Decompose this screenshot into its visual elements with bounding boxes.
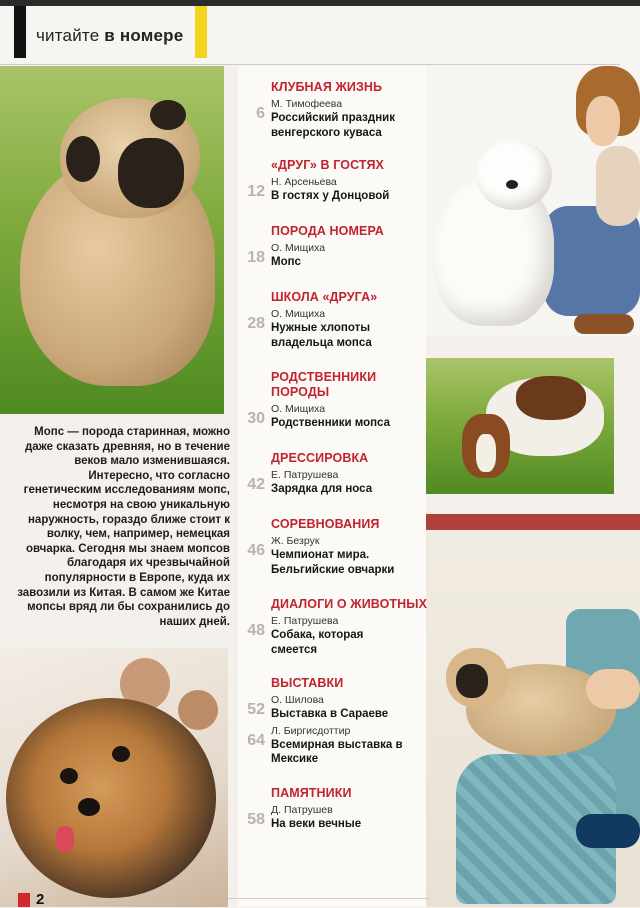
toc-article-title: В гостях у Донцовой (271, 190, 390, 202)
toc-section (247, 451, 373, 497)
toc-section-title: ВЫСТАВКИ (271, 676, 344, 690)
pug-ear (150, 100, 186, 130)
toc-author: Н. Арсеньева (271, 176, 337, 188)
toc-article-title: Мопс (271, 256, 301, 268)
toc-entry[interactable] (247, 724, 416, 767)
toc-section-title: ШКОЛА «ДРУГА» (271, 290, 378, 304)
toc-author: Л. Биргисдоттир (271, 724, 351, 737)
owner-hand (586, 669, 640, 709)
girl-face (586, 96, 620, 146)
toc-page-number: 46 (247, 542, 265, 559)
pug-on-sofa-photo (426, 514, 640, 907)
toc-entry[interactable] (247, 469, 373, 497)
pug-ear (66, 136, 100, 182)
toc-section-title: ПОРОДА НОМЕРА (271, 224, 384, 238)
top-rule (0, 0, 640, 6)
header-yellow-bar (195, 6, 207, 58)
basset-hound-photo (426, 358, 614, 494)
toc-section-title: РОДСТВЕННИКИ ПОРОДЫ (271, 370, 377, 399)
toc-entry[interactable] (247, 694, 416, 722)
girl-with-white-dog-photo (426, 66, 640, 336)
page-number: 2 (36, 891, 45, 908)
toc-author: О. Шилова (271, 694, 324, 706)
toc-article-title: Собака, которая смеется (271, 629, 364, 656)
toc-page-number: 6 (256, 105, 265, 122)
pug-on-grass-photo (0, 66, 224, 414)
toc-section (247, 676, 416, 767)
toc-section-title: КЛУБНАЯ ЖИЗНЬ (271, 80, 383, 94)
toc-author: О. Мищиха (271, 308, 326, 320)
page-number-marker (18, 893, 30, 907)
toc-section-title: ПАМЯТНИКИ (271, 786, 352, 800)
pug-muzzle (118, 138, 184, 208)
background-person (178, 690, 218, 730)
toc-page-number: 42 (247, 476, 265, 493)
toc-section (256, 80, 438, 140)
toc-entry[interactable] (247, 615, 427, 657)
pug-caption: Мопс — порода старинная, можно даже сказать древняя, но в течение веков мало изменившаяся. Интересно, что согласно генетическим исследованиям мопс, несмотря на свою уникальную наружность, гораздо ближе стоит к волку, чем, например, немецкая овчарка. Сегодня мы знаем мопсов благодаря их чрезвычайной популярности в Европе, куда их завозили из Китая. В самом же Китае мопсы вряд ли бы сохранились до наших дней. (17, 426, 230, 628)
toc-page-number: 18 (247, 249, 265, 266)
page-title-bold: в номере (104, 26, 184, 45)
toc-entry[interactable] (247, 403, 390, 431)
toc-author: Е. Патрушева (271, 615, 339, 627)
basset-patch (516, 376, 586, 420)
toc-section (247, 158, 390, 204)
toc-article-title: Всемирная выставка в Мексике (271, 738, 403, 765)
toc-entry[interactable] (247, 176, 390, 204)
toc-entry[interactable] (247, 535, 406, 577)
page-title (36, 26, 183, 46)
toc-section-title: ДРЕССИРОВКА (271, 451, 369, 465)
toc-article-title: Родственники мопса (271, 417, 390, 429)
toc-article-title: Зарядка для носа (271, 483, 373, 495)
toc-section (247, 597, 428, 657)
toc-author: Ж. Безрук (271, 535, 320, 547)
white-dog-nose (506, 180, 518, 189)
toc-article-title: На веки вечные (271, 818, 362, 830)
white-dog-head (476, 140, 552, 210)
yorkshire-terrier-photo (0, 648, 228, 907)
toc-entry[interactable] (247, 804, 362, 832)
toc-entry[interactable] (256, 98, 438, 140)
yorkie-nose (78, 798, 100, 816)
toc-article-title: Выставка в Сараеве (271, 708, 389, 720)
toc-article-title: Нужные хлопоты владельца мопса (271, 322, 372, 349)
toc-entry[interactable] (247, 242, 384, 270)
header-black-bar (14, 6, 26, 58)
yorkie-eye (112, 746, 130, 762)
toc-page-number: 28 (247, 315, 265, 332)
yorkie-fur (6, 698, 216, 898)
footer-rule (228, 898, 428, 899)
toc-page-number: 64 (247, 731, 265, 749)
toc-page-number: 48 (247, 622, 265, 639)
curtain (426, 514, 640, 530)
basset-face (476, 434, 496, 472)
toc-author: Е. Патрушева (271, 469, 339, 481)
yorkie-tongue (56, 826, 74, 852)
toc-section (247, 517, 406, 577)
toc-section (247, 370, 390, 431)
girl-shoe (574, 314, 634, 334)
toc-section (247, 224, 384, 270)
toc-section-title: ДИАЛОГИ О ЖИВОТНЫХ (271, 597, 428, 611)
toc-author: О. Мищиха (271, 242, 326, 254)
toc-article-title: Российский праздник венгерского куваса (271, 112, 395, 139)
page-title-light: читайте (36, 26, 100, 45)
toc-section (247, 786, 362, 832)
page-header (0, 0, 640, 66)
toc-author: О. Мищиха (271, 403, 326, 415)
toc-page-number: 30 (247, 410, 265, 427)
owner-shoe (576, 814, 640, 848)
toc-article-title: Чемпионат мира. Бельгийские овчарки (271, 549, 395, 576)
toc-page-number: 52 (247, 701, 265, 718)
toc-section-title: СОРЕВНОВАНИЯ (271, 517, 380, 531)
girl-body (596, 146, 640, 226)
toc-section (247, 290, 391, 350)
toc-author: М. Тимофеева (271, 98, 343, 110)
header-divider (0, 64, 620, 65)
toc-author: Д. Патрушев (271, 804, 333, 816)
sofa-pug-muzzle (456, 664, 488, 698)
yorkie-eye (60, 768, 78, 784)
toc-page-number: 58 (247, 811, 265, 828)
toc-section-title: «ДРУГ» В ГОСТЯХ (271, 158, 384, 172)
toc-page-number: 12 (247, 183, 265, 200)
toc-entry[interactable] (247, 308, 391, 350)
